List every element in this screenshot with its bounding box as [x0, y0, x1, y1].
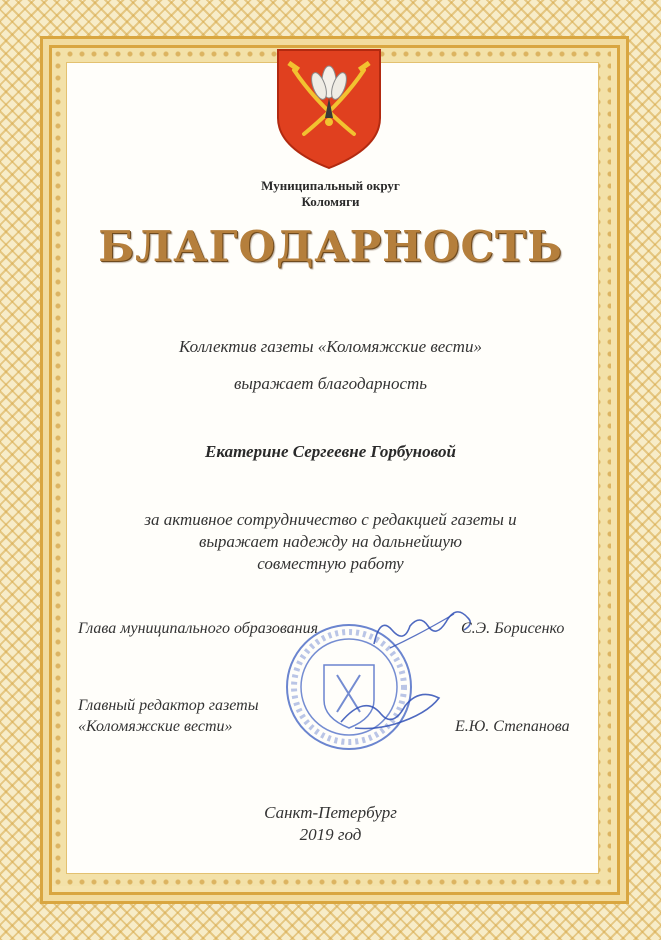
- head-position-title: Глава муниципального образования: [78, 620, 319, 637]
- organization-name-line1: Муниципальный округ: [261, 178, 400, 193]
- body-line-1: Коллектив газеты «Коломяжские вести»: [179, 337, 482, 356]
- reason-line-2: выражает надежду на дальнейшую: [199, 532, 462, 551]
- coat-of-arms-icon: [276, 48, 382, 170]
- handwritten-signature-editor: [335, 684, 445, 740]
- footer-year: 2019 год: [299, 825, 362, 844]
- editor-name: Е.Ю. Степанова: [455, 718, 570, 735]
- organization-name-line2: Коломяги: [301, 194, 360, 209]
- reason-line-1: за активное сотрудничество с редакцией газеты и: [144, 510, 517, 529]
- head-name: С.Э. Борисенко: [461, 620, 565, 637]
- footer-city: Санкт-Петербург: [264, 803, 397, 822]
- editor-position-title-line1: Главный редактор газеты: [78, 697, 259, 714]
- reason-line-3: совместную работу: [257, 554, 404, 573]
- recipient-name: Екатерине Сергеевне Горбуновой: [205, 442, 456, 461]
- body-line-2: выражает благодарность: [233, 374, 428, 393]
- editor-position-title-line2: «Коломяжские вести»: [78, 718, 233, 735]
- certificate-title: БЛАГОДАРНОСТЬ: [98, 222, 563, 271]
